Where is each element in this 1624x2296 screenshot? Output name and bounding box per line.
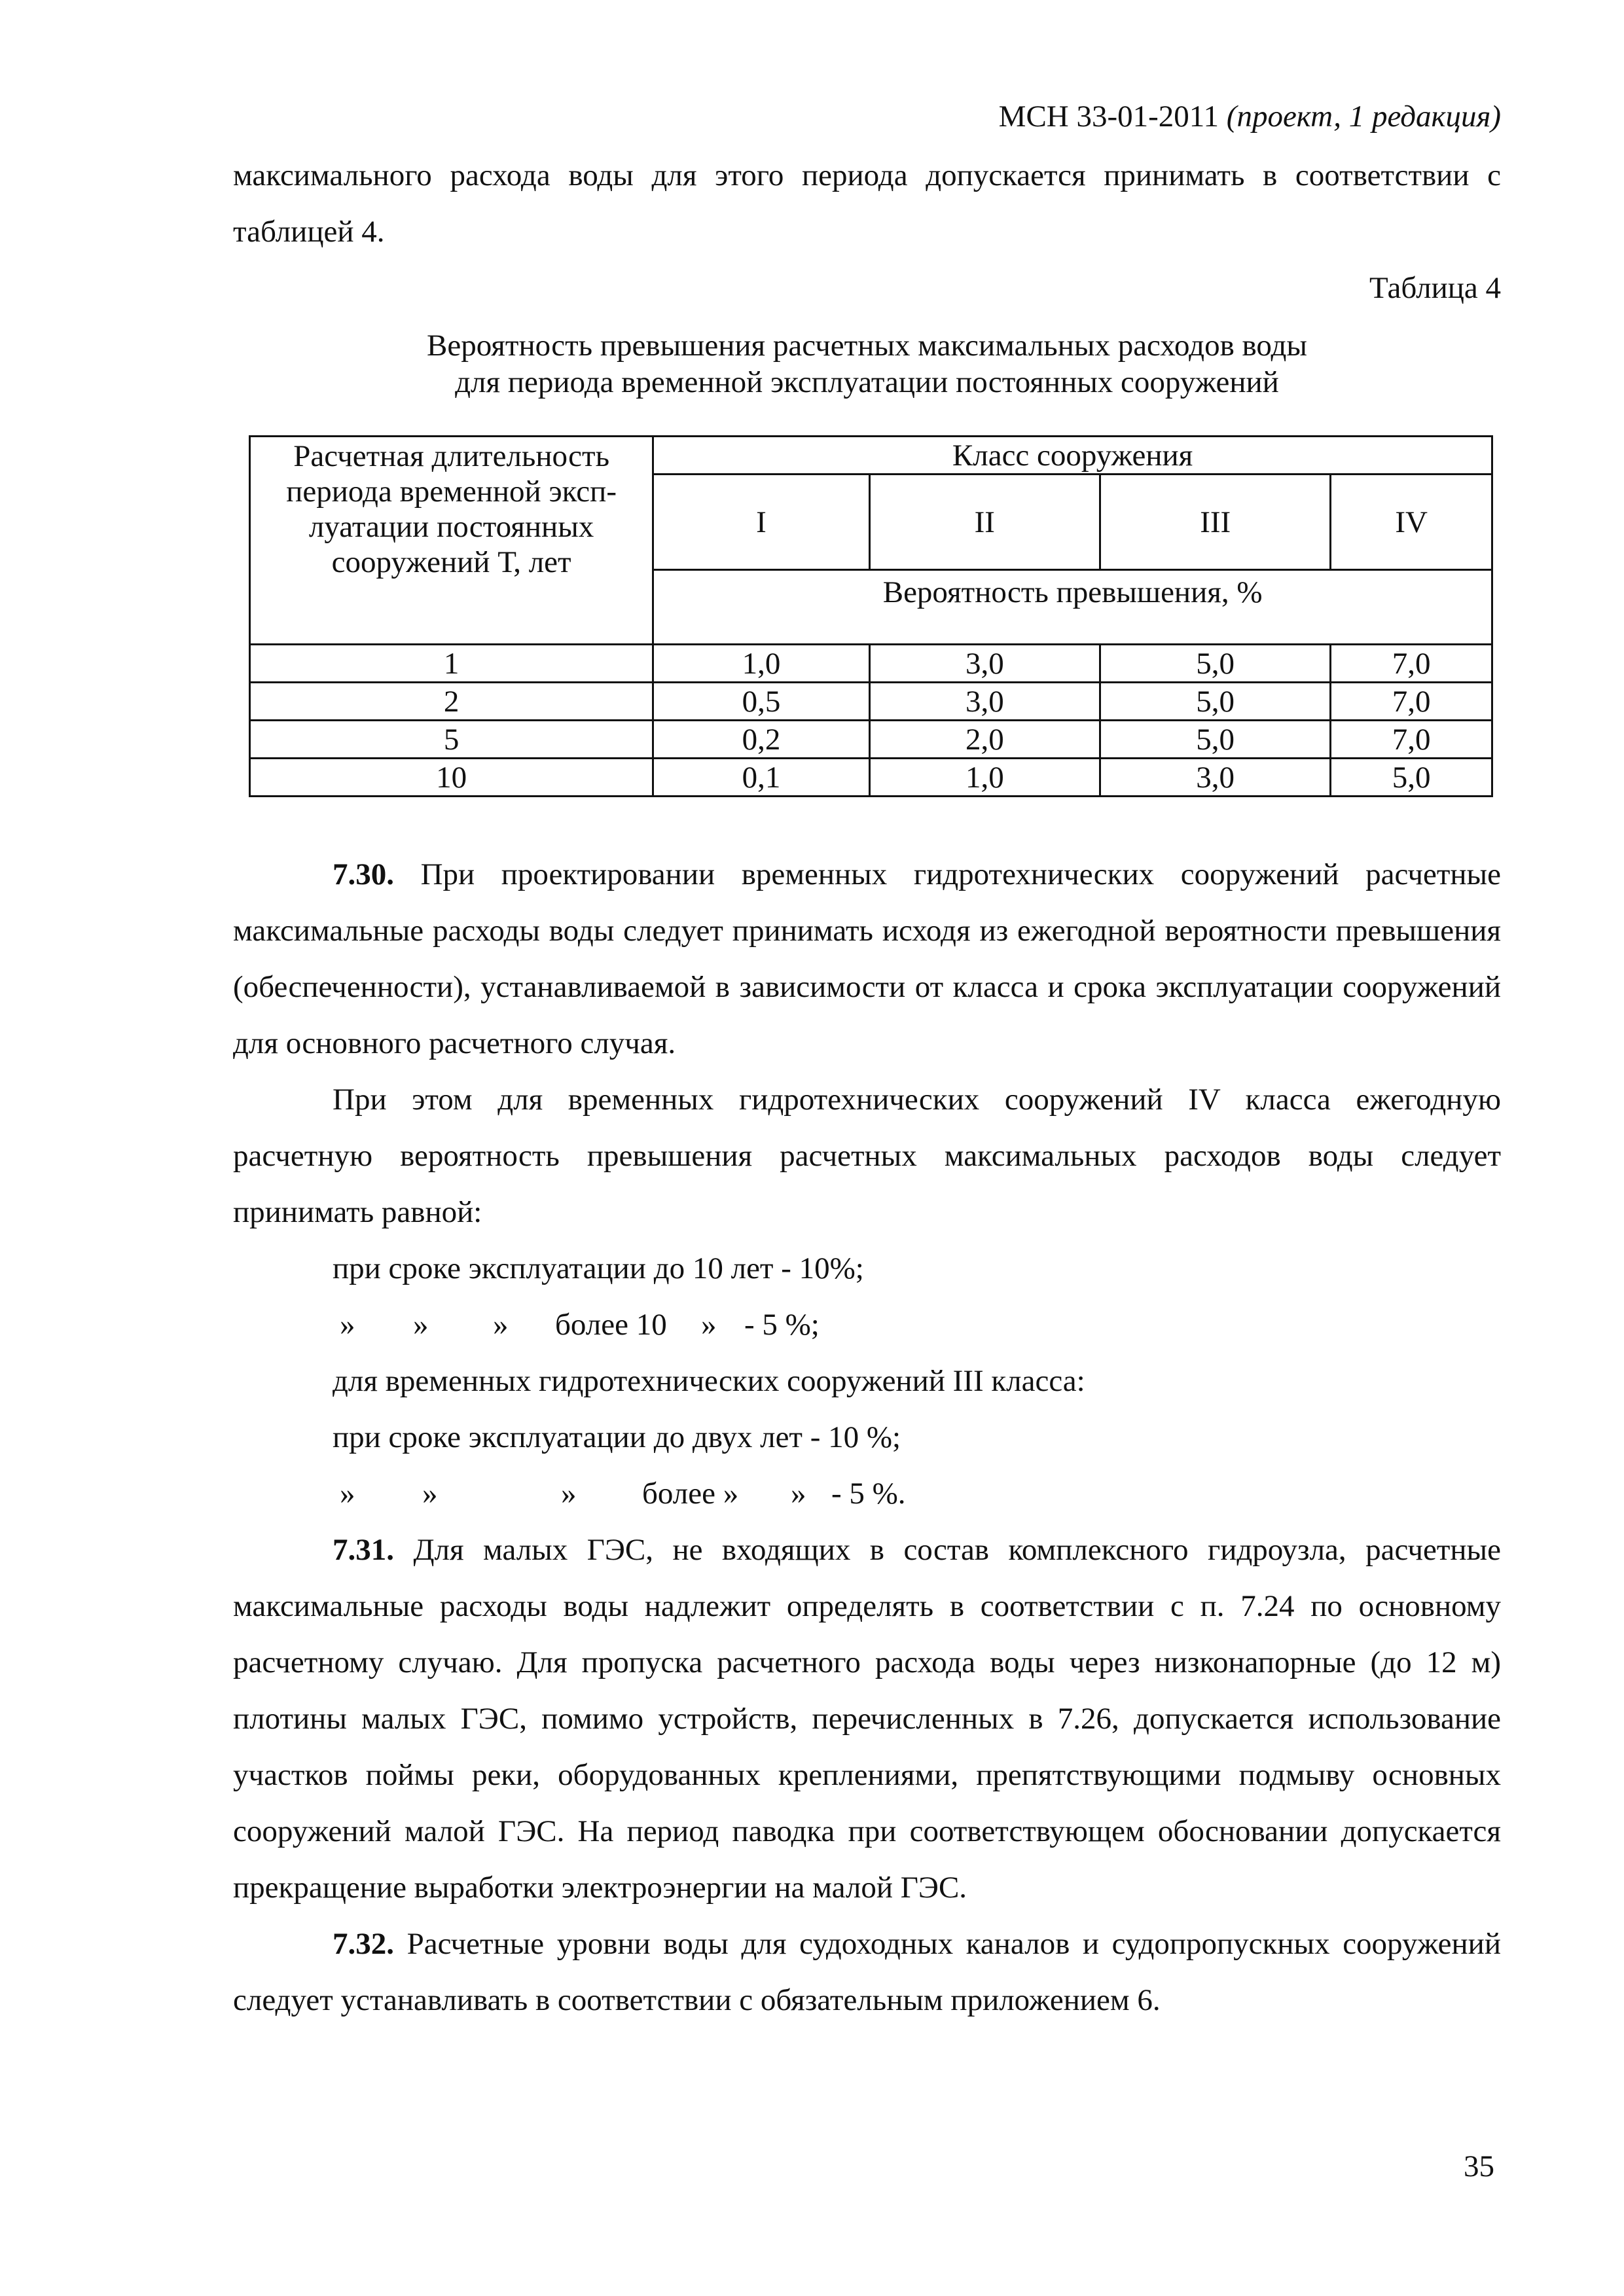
paragraph-7-31 <box>233 1522 1501 1916</box>
class-iii: III <box>1100 475 1331 570</box>
value-cell: 0,5 <box>653 683 869 721</box>
clause-number: 7.31. <box>333 1533 394 1567</box>
value-cell: 5,0 <box>1100 721 1331 759</box>
table-caption-line2: для периода временной эксплуатации постоянных сооружений <box>455 365 1279 399</box>
value-cell: 5,0 <box>1331 759 1492 797</box>
list-line-2-text: более 10 <box>555 1308 667 1342</box>
value-cell: 7,0 <box>1331 721 1492 759</box>
table-row <box>250 759 1492 797</box>
value-cell: 3,0 <box>869 645 1100 683</box>
table-row <box>250 721 1492 759</box>
value-cell: 2,0 <box>869 721 1100 759</box>
value-cell: 3,0 <box>1100 759 1331 797</box>
list-line-5-text: более » <box>642 1477 739 1511</box>
duration-cell: 5 <box>250 721 653 759</box>
table-row <box>250 683 1492 721</box>
value-cell: 1,0 <box>869 759 1100 797</box>
paragraph-7-30-cont: При этом для временных гидротехнических сооружений IV класса ежегодную расчетную вероятность превышения расчетных максимальных расходов воды следует принимать равной: <box>233 1083 1501 1229</box>
clause-text: Расчетные уровни воды для судоходных каналов и судопропускных сооружений следует устанавливать в соответствии с обязательным приложением 6. <box>233 1927 1501 2017</box>
ditto-mark: » <box>791 1477 806 1511</box>
clause-text: Для малых ГЭС, не входящих в состав комплексного гидроузла, расчетные максимальные расходы воды надлежит определять в соответствии с п. 7.24 по основному расчетному случаю. Для пропуска расчетного расхода воды через низконапорные (до 12 м) плотины малых ГЭС, помимо устройств, перечисленных в 7.26, допускается использование участков поймы реки, оборудованных креплениями, препятствующими подмыву основных сооружений малой ГЭС. На период паводка при соответствующем обосновании допускается прекращение выработки электроэнергии на малой ГЭС. <box>233 1533 1501 1905</box>
class-iv: IV <box>1331 475 1492 570</box>
value-cell: 0,2 <box>653 721 869 759</box>
ditto-mark: » <box>340 1308 355 1342</box>
probability-header: Вероятность превышения, % <box>653 570 1492 645</box>
page-header <box>999 97 1501 136</box>
paragraph-7-30 <box>233 846 1501 1071</box>
clause-number: 7.32. <box>333 1927 394 1961</box>
list-line-1: при сроке эксплуатации до 10 лет - 10%; <box>333 1251 864 1285</box>
table-label: Таблица 4 <box>1369 271 1501 305</box>
value-cell: 1,0 <box>653 645 869 683</box>
ditto-mark: » <box>493 1308 509 1342</box>
page-number: 35 <box>1464 2149 1494 2183</box>
document-edition: (проект, 1 редакция) <box>1226 99 1501 134</box>
probability-table <box>249 435 1493 797</box>
clause-number: 7.30. <box>333 857 394 891</box>
value-cell: 7,0 <box>1331 645 1492 683</box>
ditto-mark: » <box>561 1477 577 1511</box>
table-row <box>250 645 1492 683</box>
duration-cell: 2 <box>250 683 653 721</box>
list-line-4: при сроке эксплуатации до двух лет - 10 %; <box>333 1420 901 1454</box>
document-code: МСН 33-01-2011 <box>998 99 1219 134</box>
value-cell: 3,0 <box>869 683 1100 721</box>
value-cell: 5,0 <box>1100 645 1331 683</box>
value-cell: 5,0 <box>1100 683 1331 721</box>
ditto-mark: » <box>413 1308 429 1342</box>
ditto-mark: » <box>422 1477 438 1511</box>
list-line-5-end: - 5 %. <box>831 1477 906 1511</box>
intro-paragraph: максимального расхода воды для этого периода допускается принимать в соответствии с таблицей 4. <box>233 158 1501 249</box>
list-line-2-end: - 5 %; <box>744 1308 820 1342</box>
ditto-mark: » <box>701 1308 717 1342</box>
ditto-mark: » <box>340 1477 355 1511</box>
duration-cell: 10 <box>250 759 653 797</box>
table-caption-line1: Вероятность превышения расчетных максимальных расходов воды <box>426 329 1308 363</box>
list-line-3: для временных гидротехнических сооружений III класса: <box>333 1364 1085 1398</box>
col-header-duration: Расчетная длительность периода временной эксплуатации постоянных сооружений Т, лет <box>250 437 653 645</box>
clause-text: При проектировании временных гидротехнических сооружений расчетные максимальные расходы воды следует принимать исходя из ежегодной вероятности превышения (обеспеченности), устанавливаемой в зависимости от класса и срока эксплуатации сооружений для основного расчетного случая. <box>233 857 1501 1060</box>
value-cell: 0,1 <box>653 759 869 797</box>
class-ii: II <box>869 475 1100 570</box>
duration-cell: 1 <box>250 645 653 683</box>
value-cell: 7,0 <box>1331 683 1492 721</box>
class-i: I <box>653 475 869 570</box>
col-header-class: Класс сооружения <box>653 437 1492 475</box>
paragraph-7-32 <box>233 1916 1501 2028</box>
